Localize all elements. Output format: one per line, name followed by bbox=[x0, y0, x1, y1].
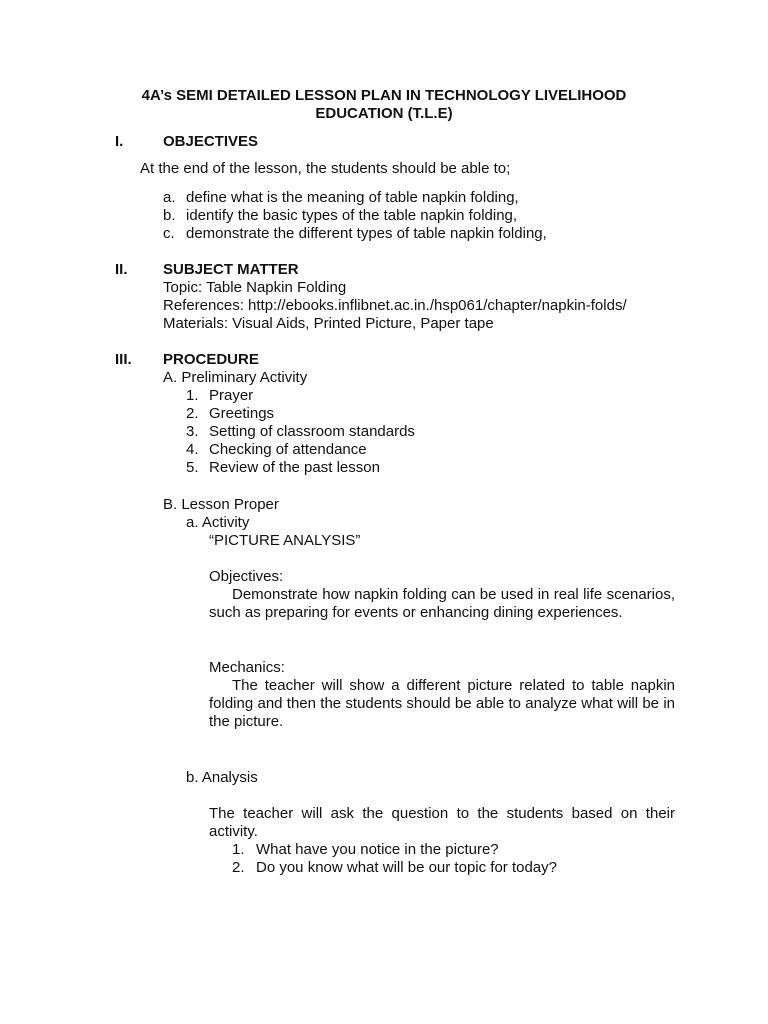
activity-label: a. Activity bbox=[186, 514, 250, 531]
list-marker: 2. bbox=[186, 405, 199, 422]
preliminary-item bbox=[186, 405, 274, 423]
section-heading-procedure: PROCEDURE bbox=[163, 351, 259, 368]
list-marker: 1. bbox=[186, 387, 199, 404]
preliminary-item-text: Checking of attendance bbox=[209, 441, 367, 458]
subject-references: References: http://ebooks.inflibnet.ac.in./hsp061/chapter/napkin-folds/ bbox=[163, 297, 627, 314]
preliminary-activity-label: A. Preliminary Activity bbox=[163, 369, 308, 386]
objective-text: define what is the meaning of table napkin folding, bbox=[186, 189, 519, 206]
section-numeral-procedure: III. bbox=[115, 351, 132, 368]
section-numeral-objectives: I. bbox=[115, 133, 124, 150]
preliminary-item bbox=[186, 441, 367, 459]
analysis-question bbox=[232, 859, 557, 877]
preliminary-item bbox=[186, 423, 415, 441]
analysis-text: The teacher will ask the question to the students based on their activity. bbox=[209, 805, 675, 840]
list-marker: 4. bbox=[186, 441, 199, 458]
title-line-1: 4A’s SEMI DETAILED LESSON PLAN IN TECHNOLOGY LIVELIHOOD bbox=[141, 87, 627, 104]
activity-objectives-label: Objectives: bbox=[209, 568, 284, 585]
activity-mechanics-label: Mechanics: bbox=[209, 659, 285, 676]
objective-text: demonstrate the different types of table napkin folding, bbox=[186, 225, 547, 242]
section-heading-objectives: OBJECTIVES bbox=[163, 133, 259, 150]
preliminary-item bbox=[186, 387, 253, 405]
subject-topic: Topic: Table Napkin Folding bbox=[163, 279, 347, 296]
list-marker: a. bbox=[163, 189, 176, 206]
preliminary-item-text: Review of the past lesson bbox=[209, 459, 380, 476]
list-marker: b. bbox=[163, 207, 176, 224]
preliminary-item-text: Prayer bbox=[209, 387, 254, 404]
section-numeral-subject-matter: II. bbox=[115, 261, 128, 278]
document-title bbox=[100, 87, 668, 123]
preliminary-item bbox=[186, 459, 380, 477]
preliminary-item-text: Setting of classroom standards bbox=[209, 423, 415, 440]
list-marker: 5. bbox=[186, 459, 199, 476]
objective-item bbox=[163, 189, 519, 207]
list-marker: c. bbox=[163, 225, 175, 242]
objective-item bbox=[163, 225, 547, 243]
analysis-label: b. Analysis bbox=[186, 769, 258, 786]
analysis-question-text: What have you notice in the picture? bbox=[256, 841, 499, 858]
activity-objectives-text: Demonstrate how napkin folding can be used in real life scenarios, such as preparing for events or enhancing dining experiences. bbox=[209, 586, 675, 621]
subject-materials: Materials: Visual Aids, Printed Picture, Paper tape bbox=[163, 315, 494, 332]
activity-name: “PICTURE ANALYSIS” bbox=[209, 532, 361, 549]
objective-item bbox=[163, 207, 517, 225]
objective-text: identify the basic types of the table napkin folding, bbox=[186, 207, 518, 224]
activity-mechanics-text: The teacher will show a different picture related to table napkin folding and then the students should be able to analyze what will be in the picture. bbox=[209, 677, 675, 730]
title-line-2: EDUCATION (T.L.E) bbox=[315, 105, 453, 122]
objectives-intro: At the end of the lesson, the students should be able to; bbox=[140, 160, 511, 177]
preliminary-item-text: Greetings bbox=[209, 405, 275, 422]
section-heading-subject-matter: SUBJECT MATTER bbox=[163, 261, 299, 278]
lesson-proper-label: B. Lesson Proper bbox=[163, 496, 279, 513]
analysis-question-text: Do you know what will be our topic for today? bbox=[256, 859, 557, 876]
list-marker: 3. bbox=[186, 423, 199, 440]
list-marker: 1. bbox=[232, 841, 245, 858]
list-marker: 2. bbox=[232, 859, 245, 876]
analysis-question bbox=[232, 841, 499, 859]
